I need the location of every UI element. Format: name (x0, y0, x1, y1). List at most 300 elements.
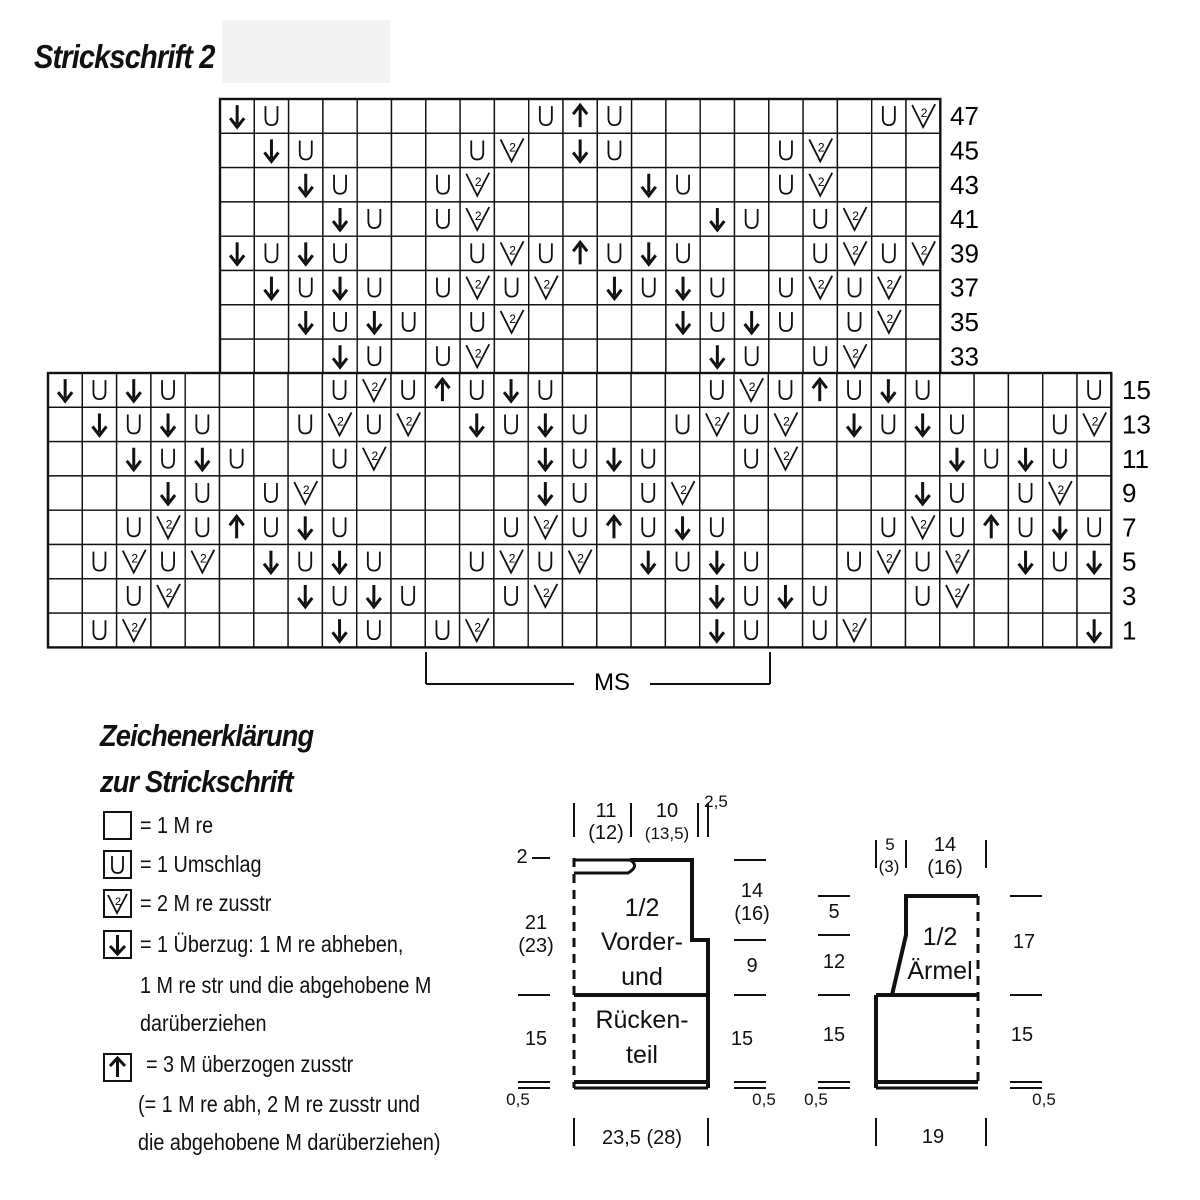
chart-cell-r3-c23 (837, 476, 871, 510)
chart-cell-r6-c25 (906, 579, 940, 613)
chart-cell-r2-c29 (1043, 442, 1077, 476)
chart-cell-r0-c8 (494, 99, 528, 133)
legend-text-k2tog: = 2 M re zusstr (140, 890, 272, 916)
chart-cell-r1-c12 (632, 133, 666, 167)
chart-cell-r6-c10 (563, 305, 597, 339)
chart-cell-r6-c5 (220, 579, 254, 613)
chart-cell-r0-c7 (288, 373, 322, 407)
svg-text:2: 2 (577, 551, 584, 566)
chart-cell-r7-c10 (563, 339, 597, 373)
chart-cell-r4-c6 (254, 510, 288, 544)
chart-cell-r2-c6 (426, 168, 460, 202)
chart-cell-r7-c13 (666, 339, 700, 373)
chart-cell-r2-c13 (666, 168, 700, 202)
chart-cell-r5-c16 (597, 545, 631, 579)
chart-cell-r0-c3 (151, 373, 185, 407)
svg-text:2: 2 (131, 551, 139, 566)
chart-cell-r2-c16 (769, 168, 803, 202)
svg-text:2: 2 (783, 448, 790, 463)
chart-cell-r4-c17 (631, 510, 665, 544)
chart-cell-r3-c20 (734, 476, 768, 510)
chart-cell-r7-c0 (220, 339, 254, 373)
chart-cell-r1-c0 (48, 407, 82, 441)
svg-text:2: 2 (200, 551, 207, 566)
chart-cell-r6-c14 (700, 305, 734, 339)
chart-cell-r1-c16 (597, 407, 631, 441)
chart-cell-r5-c12 (460, 545, 494, 579)
legend-text-sk2p-3: die abgehobene M darüberziehen) (138, 1129, 441, 1155)
chart-cell-r2-c18 (665, 442, 699, 476)
chart-cell-r3-c0 (220, 202, 254, 236)
chart-cell-r4-c7 (460, 236, 494, 270)
chart-cell-r0-c14 (700, 99, 734, 133)
pattern-repeat-bracket (426, 652, 770, 696)
chart-cell-r1-c15 (563, 407, 597, 441)
chart-cell-r4-c26 (940, 510, 974, 544)
chart-cell-r5-c9 (357, 545, 391, 579)
legend-text-skp: = 1 Überzug: 1 M re abheben, (140, 931, 404, 957)
sleeve-dim-right-bottom: 15 (1010, 1024, 1034, 1046)
sleeve-dim-right-hem: 0,5 (1032, 1090, 1056, 1109)
chart-cell-r2-c7 (288, 442, 322, 476)
chart-cell-r0-c10 (391, 373, 425, 407)
chart-cell-r4-c13 (666, 236, 700, 270)
chart-cell-r4-c4 (185, 510, 219, 544)
chart-cell-r0-c19 (872, 99, 906, 133)
chart-cell-r4-c16 (769, 236, 803, 270)
chart-cell-r3-c13 (494, 476, 528, 510)
chart-cell-r0-c9 (529, 99, 563, 133)
chart-cell-r7-c21 (768, 613, 802, 647)
chart-cell-r2-c3 (323, 168, 357, 202)
chart-cell-r4-c8 (322, 510, 356, 544)
chart-cell-r2-c11 (425, 442, 459, 476)
body-dim-top-b2: (13,5) (644, 824, 690, 843)
chart-cell-r4-c23 (837, 510, 871, 544)
svg-text:2: 2 (886, 311, 894, 326)
svg-text:2: 2 (886, 277, 894, 292)
chart-cell-r1-c6 (426, 133, 460, 167)
chart-cell-r7-c20 (734, 613, 768, 647)
svg-text:2: 2 (920, 243, 928, 258)
chart-cell-r6-c20 (734, 579, 768, 613)
chart-cell-r6-c18 (665, 579, 699, 613)
chart-cell-r0-c11 (597, 99, 631, 133)
chart-cell-r5-c0 (48, 545, 82, 579)
sleeve-dim-width: 19 (921, 1126, 945, 1148)
chart-cell-r7-c15 (735, 339, 769, 373)
chart-cell-r3-c9 (529, 202, 563, 236)
sleeve-dim-top-b2: (16) (927, 857, 963, 879)
chart-cell-r6-c12 (632, 305, 666, 339)
chart-cell-r1-c15 (735, 133, 769, 167)
chart-cell-r1-c7 (288, 407, 322, 441)
chart-cell-r2-c8 (494, 168, 528, 202)
chart-cell-r6-c18 (837, 305, 871, 339)
repeat-label: MS (594, 669, 630, 696)
chart-cell-r1-c18 (665, 407, 699, 441)
chart-cell-r4-c28 (1008, 510, 1042, 544)
svg-text:2: 2 (474, 174, 482, 189)
chart-cell-r7-c9 (357, 613, 391, 647)
chart-cell-r6-c28 (1008, 579, 1042, 613)
chart-cell-r1-c4 (185, 407, 219, 441)
chart-cell-r4-c22 (803, 510, 837, 544)
body-label-2: Vorder- (601, 928, 683, 956)
chart-cell-r6-c3 (323, 305, 357, 339)
svg-text:2: 2 (817, 174, 825, 189)
svg-text:2: 2 (405, 414, 413, 429)
chart-cell-r6-c29 (1043, 579, 1077, 613)
chart-cell-r7-c28 (1008, 613, 1042, 647)
chart-cell-r5-c10 (391, 545, 425, 579)
chart-cell-r4-c17 (803, 236, 837, 270)
chart-cell-r1-c20 (734, 407, 768, 441)
sleeve-dim-top-a: 5 (885, 835, 895, 854)
chart-cell-r6-c11 (597, 305, 631, 339)
chart-cell-r4-c13 (494, 510, 528, 544)
row-number-45: 45 (950, 135, 979, 166)
row-number-41: 41 (950, 204, 979, 235)
chart-cell-r7-c24 (871, 613, 905, 647)
chart-cell-r3-c6 (254, 476, 288, 510)
chart-cell-r4-c1 (82, 510, 116, 544)
svg-text:2: 2 (337, 414, 344, 429)
chart-cell-r3-c6 (426, 202, 460, 236)
chart-cell-r0-c23 (837, 373, 871, 407)
chart-cell-r2-c30 (1077, 442, 1111, 476)
chart-cell-r4-c1 (254, 236, 288, 270)
chart-cell-r7-c0 (48, 613, 82, 647)
row-number-9: 9 (1122, 478, 1137, 509)
chart-cell-r7-c26 (940, 613, 974, 647)
chart-cell-r3-c10 (391, 476, 425, 510)
chart-cell-r5-c20 (906, 271, 940, 305)
chart-cell-r0-c26 (940, 373, 974, 407)
chart-cell-r1-c13 (666, 133, 700, 167)
chart-cell-r0-c13 (666, 99, 700, 133)
chart-cell-r1-c22 (803, 407, 837, 441)
row-number-33: 33 (950, 341, 979, 372)
chart-cell-r2-c1 (254, 168, 288, 202)
chart-cell-r7-c18 (665, 613, 699, 647)
chart-cell-r7-c2 (289, 339, 323, 373)
sleeve-dim-left-hem: 0,5 (804, 1090, 828, 1109)
svg-text:2: 2 (114, 896, 122, 908)
chart-cell-r6-c7 (460, 305, 494, 339)
body-dim-top-a: 11 (595, 800, 617, 822)
chart-cell-r0-c12 (460, 373, 494, 407)
chart-cell-r6-c10 (391, 579, 425, 613)
chart-cell-r3-c15 (563, 476, 597, 510)
chart-cell-r7-c25 (906, 613, 940, 647)
chart-cell-r1-c20 (906, 133, 940, 167)
chart-cell-r4-c24 (871, 510, 905, 544)
body-dim-top-a2: (12) (588, 822, 624, 844)
sleeve-dim-top-b: 14 (933, 834, 957, 856)
svg-text:2: 2 (783, 414, 790, 429)
svg-text:2: 2 (371, 448, 379, 463)
chart-cell-r0-c25 (906, 373, 940, 407)
chart-cell-r5-c5 (392, 271, 426, 305)
chart-cell-r2-c19 (700, 442, 734, 476)
chart-cell-r3-c0 (48, 476, 82, 510)
chart-cell-r3-c20 (906, 202, 940, 236)
chart-cell-r1-c17 (631, 407, 665, 441)
chart-cell-r6-c9 (529, 305, 563, 339)
chart-cell-r2-c27 (974, 442, 1008, 476)
row-number-11: 11 (1122, 443, 1149, 474)
chart-cell-r2-c25 (906, 442, 940, 476)
chart-cell-r3-c10 (563, 202, 597, 236)
chart-cell-r3-c11 (597, 202, 631, 236)
chart-cell-r4-c11 (425, 510, 459, 544)
chart-cell-r6-c6 (426, 305, 460, 339)
chart-cell-r6-c20 (906, 305, 940, 339)
body-dim-left-bottom: 15 (524, 1028, 548, 1050)
chart-cell-r1-c7 (460, 133, 494, 167)
chart-cell-r1-c5 (220, 407, 254, 441)
chart-cell-r2-c3 (151, 442, 185, 476)
chart-cell-r0-c17 (803, 99, 837, 133)
chart-cell-r7-c5 (220, 613, 254, 647)
chart-cell-r2-c10 (391, 442, 425, 476)
row-number-37: 37 (950, 272, 979, 303)
body-dim-left-mid2: (23) (518, 935, 554, 957)
chart-cell-r6-c27 (974, 579, 1008, 613)
svg-text:2: 2 (509, 243, 516, 258)
chart-cell-r2-c12 (460, 442, 494, 476)
chart-cell-r2-c20 (734, 442, 768, 476)
chart-cell-r6-c30 (1077, 579, 1111, 613)
body-dim-left-mid: 21 (524, 912, 548, 934)
body-dim-left-top: 2 (516, 846, 528, 868)
svg-text:2: 2 (474, 346, 482, 361)
chart-cell-r4-c3 (323, 236, 357, 270)
chart-cell-r0-c17 (631, 373, 665, 407)
chart-cell-r3-c9 (357, 476, 391, 510)
chart-cell-r7-c16 (769, 339, 803, 373)
svg-text:2: 2 (371, 380, 379, 395)
chart-cell-r0-c5 (392, 99, 426, 133)
chart-title: Strickschrift 2 (34, 38, 215, 75)
row-number-15: 15 (1122, 375, 1151, 406)
chart-cell-r7-c11 (597, 339, 631, 373)
legend-subheading: zur Strickschrift (100, 764, 293, 799)
row-number-3: 3 (1122, 580, 1137, 611)
chart-cell-r0-c6 (254, 373, 288, 407)
svg-text:2: 2 (1057, 483, 1065, 498)
chart-cell-r3-c19 (700, 476, 734, 510)
chart-cell-r6-c8 (322, 579, 356, 613)
chart-cell-r6-c16 (597, 579, 631, 613)
chart-cell-r1-c19 (872, 133, 906, 167)
chart-cell-r5-c3 (151, 545, 185, 579)
legend-text-knit: = 1 M re (140, 812, 214, 838)
chart-cell-r7-c27 (974, 613, 1008, 647)
chart-cell-r1-c16 (769, 133, 803, 167)
svg-text:2: 2 (851, 620, 859, 635)
chart-cell-r4-c15 (735, 236, 769, 270)
chart-cell-r2-c4 (357, 168, 391, 202)
svg-text:2: 2 (920, 517, 927, 532)
chart-cell-r1-c18 (837, 133, 871, 167)
chart-cell-r3-c30 (1077, 476, 1111, 510)
chart-cell-r6-c11 (425, 579, 459, 613)
chart-cell-r0-c4 (185, 373, 219, 407)
chart-cell-r6-c4 (185, 579, 219, 613)
legend-text-sk2p: = 3 M überzogen zusstr (146, 1051, 354, 1077)
chart-cell-r0-c1 (82, 373, 116, 407)
chart-cell-r7-c5 (392, 339, 426, 373)
chart-cell-r6-c13 (494, 579, 528, 613)
chart-cell-r5-c27 (974, 545, 1008, 579)
chart-cell-r5-c4 (357, 271, 391, 305)
chart-cell-r5-c10 (563, 271, 597, 305)
chart-cell-r0-c16 (769, 99, 803, 133)
chart-cell-r6-c15 (563, 579, 597, 613)
svg-text:2: 2 (954, 585, 962, 600)
chart-cell-r4-c2 (117, 510, 151, 544)
chart-cell-r2-c15 (735, 168, 769, 202)
chart-cell-r0-c15 (735, 99, 769, 133)
chart-cell-r3-c2 (289, 202, 323, 236)
body-label-3: und (621, 963, 663, 991)
chart-cell-r6-c0 (220, 305, 254, 339)
svg-text:2: 2 (543, 585, 550, 600)
svg-text:2: 2 (508, 551, 516, 566)
chart-cell-r7-c11 (425, 613, 459, 647)
chart-cell-r5-c5 (220, 545, 254, 579)
body-dim-right-hem: 0,5 (752, 1090, 776, 1109)
body-dim-right-top: 14 (740, 880, 764, 902)
chart-cell-r1-c29 (1043, 407, 1077, 441)
chart-cell-r3-c1 (254, 202, 288, 236)
chart-cell-r5-c23 (837, 545, 871, 579)
body-dim-right-bottom: 15 (730, 1028, 754, 1050)
chart-cell-r4-c19 (872, 236, 906, 270)
svg-text:2: 2 (474, 209, 482, 224)
svg-text:2: 2 (852, 346, 859, 361)
chart-cell-r1-c11 (597, 133, 631, 167)
chart-cell-r4-c10 (391, 510, 425, 544)
svg-text:2: 2 (165, 517, 173, 532)
chart-cell-r1-c9 (529, 133, 563, 167)
chart-cell-r1-c2 (289, 133, 323, 167)
chart-cell-r6-c0 (48, 579, 82, 613)
sleeve-dim-top-a2: (3) (878, 857, 900, 876)
body-dim-width: 23,5 (28) (601, 1127, 683, 1149)
chart-cell-r3-c4 (185, 476, 219, 510)
chart-cell-r2-c10 (563, 168, 597, 202)
svg-text:2: 2 (714, 414, 722, 429)
chart-cell-r3-c15 (735, 202, 769, 236)
chart-cell-r7-c29 (1043, 613, 1077, 647)
chart-cell-r2-c18 (837, 168, 871, 202)
chart-top-section (220, 99, 979, 373)
chart-cell-r0-c18 (837, 99, 871, 133)
chart-cell-r7-c4 (357, 339, 391, 373)
chart-cell-r1-c3 (323, 133, 357, 167)
svg-text:2: 2 (748, 380, 756, 395)
chart-cell-r3-c17 (631, 476, 665, 510)
chart-cell-r5-c22 (803, 545, 837, 579)
chart-cell-r3-c16 (597, 476, 631, 510)
chart-cell-r4-c20 (734, 510, 768, 544)
chart-cell-r5-c6 (426, 271, 460, 305)
chart-cell-r2-c5 (220, 442, 254, 476)
sleeve-label-2: Ärmel (907, 957, 973, 985)
chart-cell-r6-c12 (460, 579, 494, 613)
chart-cell-r7-c7 (288, 613, 322, 647)
chart-cell-r5-c15 (735, 271, 769, 305)
chart-cell-r2-c9 (529, 168, 563, 202)
chart-cell-r0-c27 (974, 373, 1008, 407)
svg-text:2: 2 (165, 585, 173, 600)
chart-cell-r1-c14 (700, 133, 734, 167)
chart-cell-r5-c14 (700, 271, 734, 305)
chart-cell-r3-c12 (632, 202, 666, 236)
chart-cell-r5-c1 (82, 545, 116, 579)
chart-cell-r5-c12 (632, 271, 666, 305)
chart-cell-r5-c14 (528, 545, 562, 579)
svg-text:2: 2 (474, 277, 482, 292)
chart-cell-r4-c11 (597, 236, 631, 270)
chart-cell-r3-c21 (768, 476, 802, 510)
chart-cell-r7-c13 (494, 613, 528, 647)
chart-cell-r5-c7 (288, 545, 322, 579)
chart-cell-r7-c4 (185, 613, 219, 647)
body-dim-right-mid: 9 (746, 955, 758, 977)
legend-text-skp-2: 1 M re str und die abgehobene M (140, 972, 432, 998)
body-dim-left-hem: 0,5 (506, 1090, 530, 1109)
svg-text:2: 2 (302, 483, 310, 498)
chart-cell-r0-c18 (665, 373, 699, 407)
chart-cell-r1-c27 (974, 407, 1008, 441)
chart-cell-r5-c20 (734, 545, 768, 579)
chart-cell-r7-c6 (254, 613, 288, 647)
row-number-5: 5 (1122, 546, 1137, 577)
chart-cell-r3-c26 (940, 476, 974, 510)
svg-text:2: 2 (680, 483, 687, 498)
chart-cell-r5-c21 (768, 545, 802, 579)
chart-cell-r6-c1 (254, 305, 288, 339)
svg-text:2: 2 (920, 106, 928, 121)
chart-cell-r0-c28 (1008, 373, 1042, 407)
chart-cell-r1-c4 (357, 133, 391, 167)
chart-cell-r3-c22 (803, 476, 837, 510)
chart-cell-r4-c6 (426, 236, 460, 270)
chart-cell-r0-c2 (289, 99, 323, 133)
chart-bottom-section (48, 373, 1151, 647)
body-dim-top-b: 10 (655, 800, 679, 822)
chart-cell-r3-c12 (460, 476, 494, 510)
chart-cell-r7-c22 (803, 613, 837, 647)
svg-text:2: 2 (817, 140, 825, 155)
chart-cell-r7-c9 (529, 339, 563, 373)
chart-cell-r2-c11 (597, 168, 631, 202)
chart-cell-r4-c12 (460, 510, 494, 544)
svg-text:2: 2 (1091, 414, 1099, 429)
chart-cell-r3-c16 (769, 202, 803, 236)
chart-cell-r6-c17 (803, 305, 837, 339)
sleeve-schematic (818, 840, 1042, 1146)
chart-cell-r2-c0 (220, 168, 254, 202)
svg-text:2: 2 (131, 620, 139, 635)
chart-cell-r6-c16 (769, 305, 803, 339)
chart-cell-r0-c21 (768, 373, 802, 407)
chart-cell-r2-c17 (631, 442, 665, 476)
